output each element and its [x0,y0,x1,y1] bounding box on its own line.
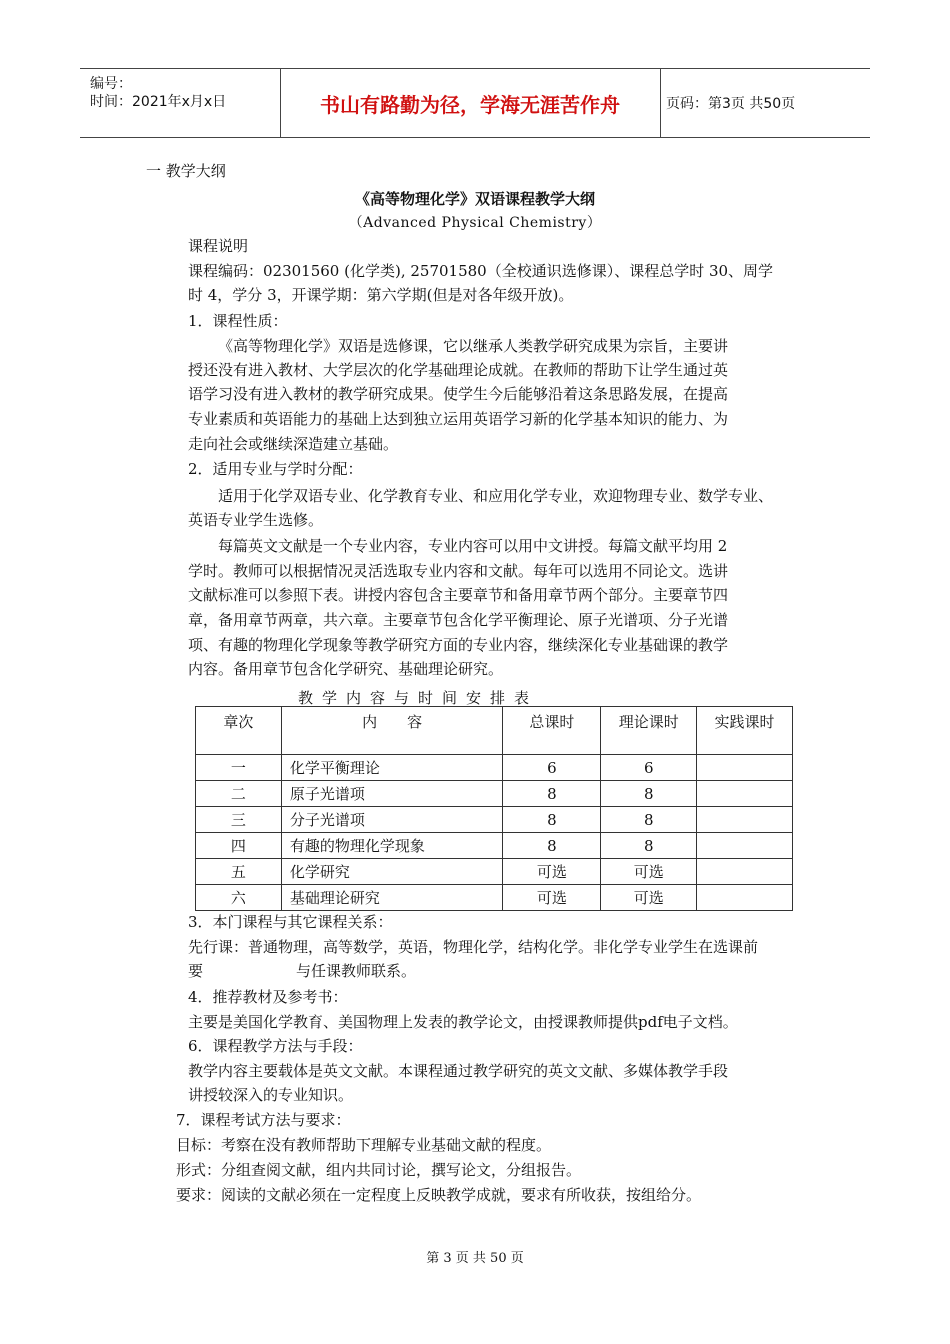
table-caption: 教学内容与时间安排表 [298,689,539,707]
table-cell: 六 [196,885,282,911]
table-cell: 6 [601,755,697,781]
table-cell: 分子光谱项 [281,807,503,833]
s2-p2-line: 文献标准可以参照下表。讲授内容包含主要章节和备用章节两个部分。主要章节四 [188,586,729,604]
table-cell: 8 [601,781,697,807]
table-row [196,807,793,833]
schedule-table [195,706,793,911]
table-row [196,859,793,885]
table-cell: 有趣的物理化学现象 [281,833,503,859]
s2-heading: 2．适用专业与学时分配： [188,460,363,478]
table-cell [697,885,793,911]
s6-line: 教学内容主要载体是英文文献。本课程通过教学研究的英文文献、多媒体教学手段 [188,1062,729,1080]
s2-p1-line: 英语专业学生选修。 [188,511,324,529]
table-cell: 8 [601,833,697,859]
table-cell: 可选 [503,859,601,885]
s2-p1-line: 适用于化学双语专业、化学教育专业、和应用化学专业，欢迎物理专业、数学专业、 [218,487,774,505]
table-cell: 8 [503,833,601,859]
table-cell: 基础理论研究 [281,885,503,911]
s7-heading: 7．课程考试方法与要求： [176,1111,351,1129]
course-label: 课程说明 [188,237,249,255]
s3-heading: 3．本门课程与其它课程关系： [188,913,393,931]
table-header-row [196,707,793,755]
doc-title: 《高等物理化学》双语课程教学大纲 [354,190,595,208]
page-footer: 第 3 页 共 50 页 [426,1251,524,1266]
s1-line: 走向社会或继续深造建立基础。 [188,435,399,453]
section-heading: 一 教学大纲 [146,162,226,180]
s3-line: 与任课教师联系。 [296,962,417,980]
table-cell: 可选 [601,859,697,885]
table-cell: 四 [196,833,282,859]
table-cell: 8 [503,807,601,833]
table-cell: 化学平衡理论 [281,755,503,781]
table-cell: 三 [196,807,282,833]
s2-p2-line: 每篇英文文献是一个专业内容，专业内容可以用中文讲授。每篇文献平均用 2 [218,537,728,555]
s1-heading: 1．课程性质： [188,312,288,330]
table-cell: 一 [196,755,282,781]
table-cell: 化学研究 [281,859,503,885]
table-header-cell: 章次 [196,707,282,755]
table-row [196,781,793,807]
table-cell [697,807,793,833]
s6-heading: 6．课程教学方法与手段： [188,1037,363,1055]
table-header-cell: 理论课时 [601,707,697,755]
table-row [196,755,793,781]
s2-p2-line: 内容。备用章节包含化学研究、基础理论研究。 [188,660,504,678]
table-cell: 6 [503,755,601,781]
table-cell: 8 [601,807,697,833]
time-label: 时间：2021年x月x日 [90,94,227,110]
s6-line: 讲授较深入的专业知识。 [188,1086,354,1104]
s7-form: 形式：分组查阅文献，组内共同讨论，撰写论文，分组报告。 [176,1161,582,1179]
s7-goal: 目标：考察在没有教师帮助下理解专业基础文献的程度。 [176,1136,552,1154]
table-cell: 五 [196,859,282,885]
page-header [80,68,870,138]
s7-requirement: 要求：阅读的文献必须在一定程度上反映教学成就，要求有所收获，按组给分。 [176,1186,702,1204]
table-cell [697,859,793,885]
table-cell: 8 [503,781,601,807]
s3-line: 要 [188,962,204,980]
s4-line: 主要是美国化学教育、美国物理上发表的教学论文，由授课教师提供pdf电子文档。 [188,1013,738,1031]
number-label: 编号： [90,76,132,92]
s2-p2-line: 章，备用章节两章，共六章。主要章节包含化学平衡理论、原子光谱项、分子光谱 [188,611,729,629]
table-cell: 原子光谱项 [281,781,503,807]
table-row [196,885,793,911]
table-header-cell: 总课时 [503,707,601,755]
course-info-line: 时 4，学分 3，开课学期：第六学期(但是对各年级开放)。 [188,286,574,304]
table-cell: 可选 [601,885,697,911]
course-info-line: 课程编码：02301560 (化学类), 25701580（全校通识选修课）、课程总学时 30、周学 [188,262,774,280]
s3-line: 先行课：普通物理，高等数学，英语，物理化学，结构化学。非化学专业学生在选课前 [188,938,759,956]
s1-line: 专业素质和英语能力的基础上达到独立运用英语学习新的化学基本知识的能力、为 [188,410,729,428]
table-cell [697,833,793,859]
table-header-cell: 内 容 [281,707,503,755]
header-meta [80,69,281,137]
doc-subtitle: （Advanced Physical Chemistry） [348,215,602,231]
header-motto: 书山有路勤为径，学海无涯苦作舟 [280,69,661,137]
s4-heading: 4．推荐教材及参考书： [188,988,348,1006]
s2-p2-line: 项、有趣的物理化学现象等教学研究方面的专业内容，继续深化专业基础课的教学 [188,636,729,654]
s1-line: 《高等物理化学》双语是选修课，它以继承人类教学研究成果为宗旨，主要讲 [218,337,729,355]
table-row [196,833,793,859]
s1-line: 语学习没有进入教材的教学研究成果。使学生今后能够沿着这条思路发展，在提高 [188,385,729,403]
table-cell [697,781,793,807]
table-header-cell: 实践课时 [697,707,793,755]
table-cell: 可选 [503,885,601,911]
s2-p2-line: 学时。教师可以根据情况灵活选取专业内容和文献。每年可以选用不同论文。选讲 [188,562,729,580]
table-cell: 二 [196,781,282,807]
s1-line: 授还没有进入教材、大学层次的化学基础理论成就。在教师的帮助下让学生通过英 [188,361,729,379]
header-page-info: 页码：第3页 共50页 [666,96,796,112]
table-cell [697,755,793,781]
